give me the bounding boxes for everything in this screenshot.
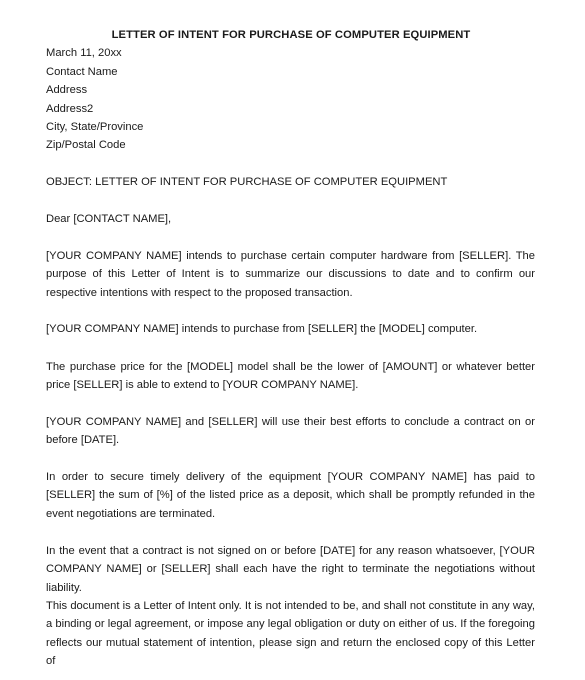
paragraph-deposit: In order to secure timely delivery of the equipment [YOUR COMPANY NAME] has paid to [SELLER] the sum of [%] of the listed price as a deposit, which shall be promptly refunded in the event negotiations are terminated. [46,471,535,520]
address-line-contact-name: Contact Name [46,66,118,78]
object-line: OBJECT: LETTER OF INTENT FOR PURCHASE OF COMPUTER EQUIPMENT [46,176,448,188]
address-line-address: Address [46,84,88,96]
letter-date: March 11, 20xx [46,47,122,59]
paragraph-purchase: [YOUR COMPANY NAME] intends to purchase from [SELLER] the [MODEL] computer. [46,323,478,335]
paragraph-intent: [YOUR COMPANY NAME] intends to purchase certain computer hardware from [SELLER]. The purpose of this Letter of Intent is to summarize our discussions to date and to confirm our respective intentions with respect to the proposed transaction. [46,250,535,299]
document-title: LETTER OF INTENT FOR PURCHASE OF COMPUTER EQUIPMENT [111,29,471,41]
address-line-address2: Address2 [46,103,94,115]
salutation: Dear [CONTACT NAME], [46,213,172,225]
address-line-city-state: City, State/Province [46,121,144,133]
paragraph-price: The purchase price for the [MODEL] model shall be the lower of [AMOUNT] or whatever better price [SELLER] is able to extend to [YOUR COMPANY NAME]. [46,361,535,392]
paragraph-termination: In the event that a contract is not signed on or before [DATE] for any reason whatsoever, [YOUR COMPANY NAME] or [SELLER] shall each have the right to terminate the negotiations without liability. [46,545,535,594]
paragraph-non-binding: This document is a Letter of Intent only. It is not intended to be, and shall not constitute in any way, a binding or legal agreement, or impose any legal obligation or duty on either of us. If the foregoing reflects our mutual statement of intention, please sign and return the enclosed copy of this Letter of [46,600,535,667]
address-line-zip: Zip/Postal Code [46,139,126,151]
paragraph-contract: [YOUR COMPANY NAME] and [SELLER] will use their best efforts to conclude a contract on or before [DATE]. [46,416,535,447]
